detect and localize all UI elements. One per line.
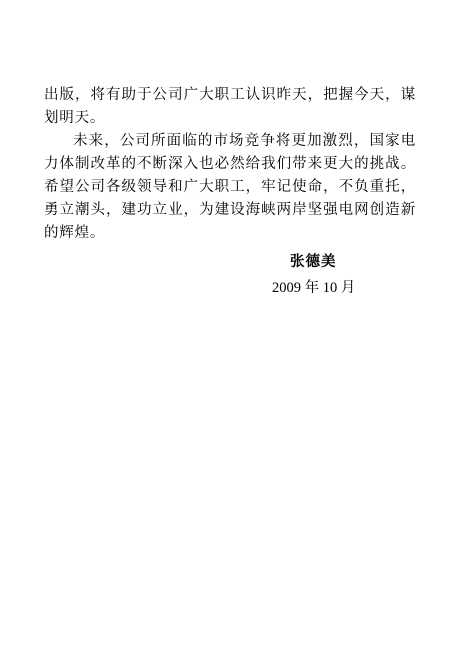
paragraph-1: 出版，将有助于公司广大职工认识昨天，把握今天，谋划明天。: [44, 87, 416, 126]
date: 2009 年 10 月: [272, 280, 356, 296]
body-text: [44, 84, 416, 245]
paragraph-2: 未来，公司所面临的市场竞争将更加激烈，国家电力体制改革的不断深入也必然给我们带来更大的挑战。希望公司各级领导和广大职工，牢记使命，不负重托，勇立潮头，建功立业，为建设海峡两岸坚强电网创造新的辉煌。: [44, 133, 416, 241]
signature: 张德美: [290, 254, 337, 270]
